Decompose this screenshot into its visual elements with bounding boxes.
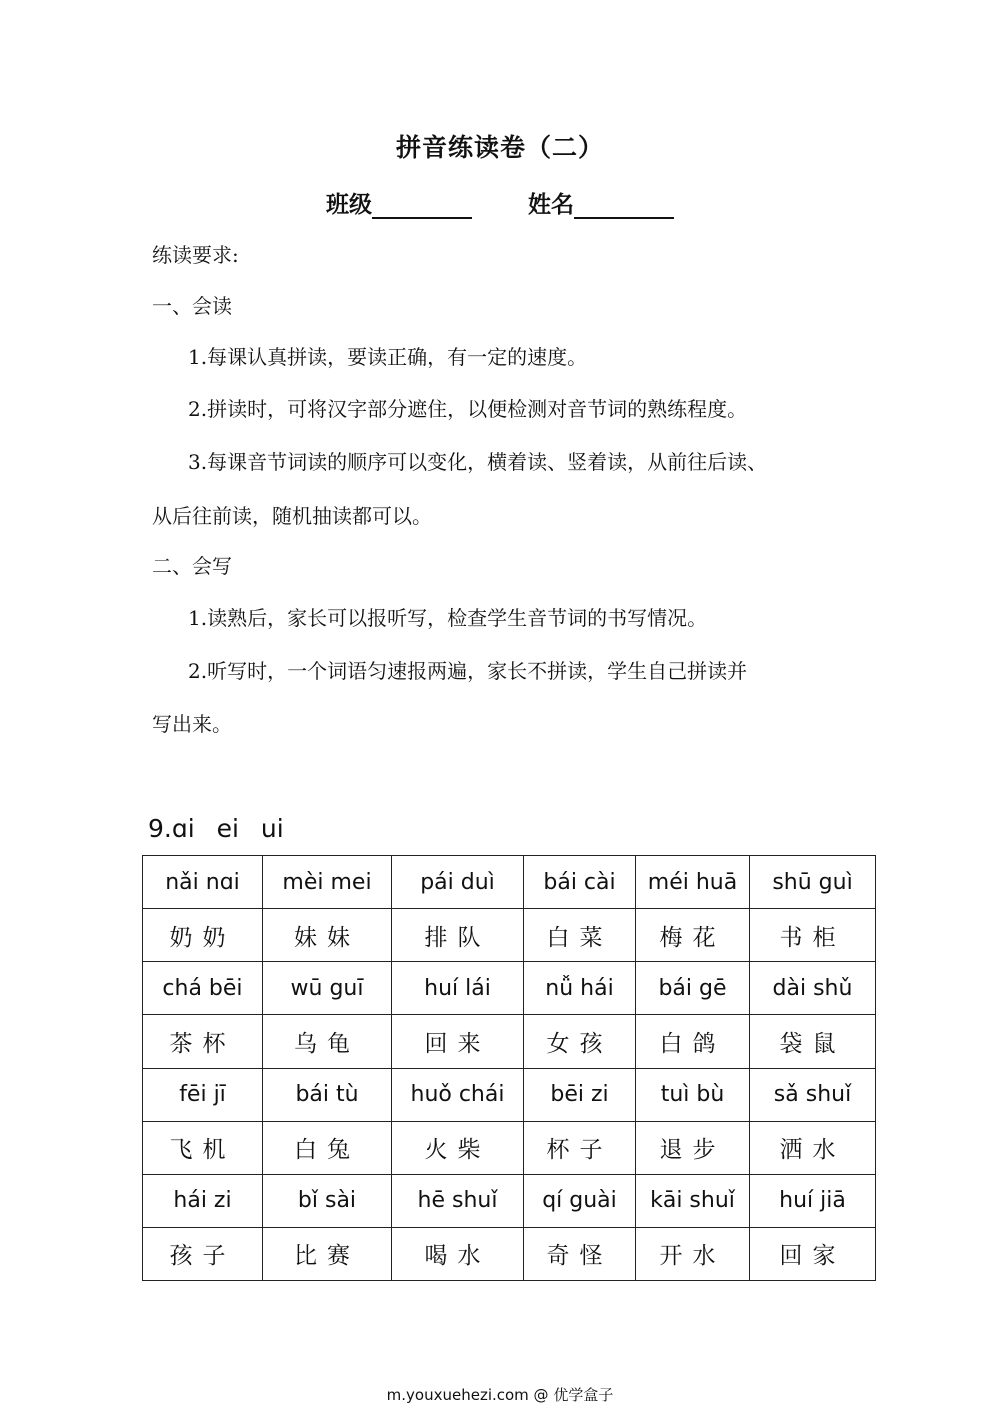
requirements-heading: 练读要求: [152, 243, 239, 267]
pinyin-cell: tuì bù [636, 1068, 750, 1121]
hanzi-row [143, 1227, 876, 1280]
page-title: 拼音练读卷（二） [395, 133, 604, 162]
hanzi-row [143, 909, 876, 962]
pinyin-cell: mèi mei [263, 856, 392, 909]
pinyin-cell: bēi zi [524, 1068, 636, 1121]
name-field [528, 186, 674, 219]
pinyin-cell: shū guì [750, 856, 876, 909]
pinyin-cell: hē shuǐ [392, 1174, 524, 1227]
name-blank [574, 193, 674, 219]
pinyin-cell: nǎi nɑi [143, 856, 263, 909]
name-label: 姓名 [528, 191, 574, 218]
unit-title: 9.ɑi ei ui [148, 814, 284, 843]
pinyin-cell: bái gē [636, 962, 750, 1015]
pinyin-cell: hái zi [143, 1174, 263, 1227]
pinyin-cell: qí guài [524, 1174, 636, 1227]
pinyin-cell: huí lái [392, 962, 524, 1015]
hanzi-cell: 退步 [636, 1121, 750, 1174]
hanzi-cell: 女孩 [524, 1015, 636, 1068]
class-name-line [0, 186, 1000, 219]
pinyin-cell: sǎ shuǐ [750, 1068, 876, 1121]
hanzi-cell: 书柜 [750, 909, 876, 962]
class-field [326, 186, 472, 219]
hanzi-cell: 茶杯 [143, 1015, 263, 1068]
hanzi-cell: 妹妹 [263, 909, 392, 962]
pinyin-cell: huǒ chái [392, 1068, 524, 1121]
hanzi-cell: 袋鼠 [750, 1015, 876, 1068]
pinyin-cell: wū guī [263, 962, 392, 1015]
hanzi-cell: 洒水 [750, 1121, 876, 1174]
hanzi-cell: 杯子 [524, 1121, 636, 1174]
hanzi-cell: 喝水 [392, 1227, 524, 1280]
read-item-2: 2.拼读时，可将汉字部分遮住，以便检测对音节词的熟练程度。 [188, 397, 748, 421]
pinyin-cell: chá bēi [143, 962, 263, 1015]
pinyin-cell: dài shǔ [750, 962, 876, 1015]
write-item-2: 2.听写时，一个词语匀速报两遍，家长不拼读，学生自己拼读并 [188, 659, 748, 683]
class-blank [372, 193, 472, 219]
write-item-2-cont: 写出来。 [152, 712, 232, 736]
pinyin-cell: pái duì [392, 856, 524, 909]
hanzi-cell: 回来 [392, 1015, 524, 1068]
hanzi-cell: 火柴 [392, 1121, 524, 1174]
hanzi-cell: 白兔 [263, 1121, 392, 1174]
hanzi-cell: 奇怪 [524, 1227, 636, 1280]
pinyin-table [142, 855, 876, 1281]
write-section-heading: 二、会写 [152, 554, 232, 578]
pinyin-cell: nǚ hái [524, 962, 636, 1015]
hanzi-row [143, 1121, 876, 1174]
hanzi-cell: 开水 [636, 1227, 750, 1280]
pinyin-cell: bái cài [524, 856, 636, 909]
hanzi-cell: 比赛 [263, 1227, 392, 1280]
hanzi-cell: 飞机 [143, 1121, 263, 1174]
hanzi-cell: 白鸽 [636, 1015, 750, 1068]
pinyin-cell: huí jiā [750, 1174, 876, 1227]
read-item-3: 3.每课音节词读的顺序可以变化，横着读、竖着读，从前往后读、 [188, 450, 768, 474]
pinyin-row [143, 856, 876, 909]
pinyin-row [143, 962, 876, 1015]
pinyin-row [143, 1068, 876, 1121]
pinyin-cell: bǐ sài [263, 1174, 392, 1227]
hanzi-row [143, 1015, 876, 1068]
pinyin-cell: méi huā [636, 856, 750, 909]
class-label: 班级 [325, 191, 372, 218]
hanzi-cell: 乌龟 [263, 1015, 392, 1068]
pinyin-cell: kāi shuǐ [636, 1174, 750, 1227]
hanzi-cell: 孩子 [143, 1227, 263, 1280]
write-item-1: 1.读熟后，家长可以报听写，检查学生音节词的书写情况。 [188, 606, 708, 630]
hanzi-cell: 梅花 [636, 909, 750, 962]
read-item-1: 1.每课认真拼读，要读正确，有一定的速度。 [188, 345, 588, 369]
hanzi-cell: 回家 [750, 1227, 876, 1280]
hanzi-cell: 排队 [392, 909, 524, 962]
read-item-3-cont: 从后往前读，随机抽读都可以。 [152, 504, 432, 528]
hanzi-cell: 奶奶 [143, 909, 263, 962]
read-section-heading: 一、会读 [152, 294, 232, 318]
footer-watermark: m.youxuehezi.com @ 优学盒子 [386, 1386, 614, 1404]
pinyin-cell: bái tù [263, 1068, 392, 1121]
pinyin-cell: fēi jī [143, 1068, 263, 1121]
hanzi-cell: 白菜 [524, 909, 636, 962]
pinyin-row [143, 1174, 876, 1227]
